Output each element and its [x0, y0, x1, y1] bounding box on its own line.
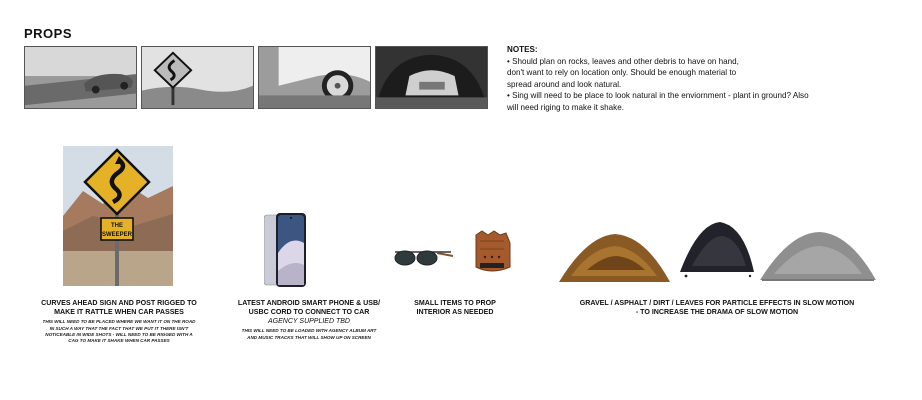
notes-line: • Sing will need to be place to look natural in the enviornment - plant in ground? Also: [507, 91, 809, 101]
notes-heading: NOTES:: [507, 45, 538, 54]
caption-android-phone: [214, 299, 404, 341]
asphalt-pile-photo: [674, 218, 758, 280]
notes-block: [507, 44, 867, 114]
caption-subtext: AND MUSIC TRACKS THAT WILL SHOW UP ON SCREEN: [247, 334, 371, 340]
caption-title: SMALL ITEMS TO PROP: [414, 299, 496, 307]
gravel-pile-photo: [758, 226, 878, 284]
notes-line: • Should plan on rocks, leaves and other debris to have on hand,: [507, 56, 739, 66]
sunglasses-photo: [393, 244, 453, 268]
caption-subtext: THIS WILL NEED TO BE LOADED WITH AGENCY ALBUM ART: [241, 328, 377, 334]
storyboard-frame-car-rear: [375, 46, 488, 109]
sign-plate-line1: THE: [111, 223, 123, 229]
caption-small-items: [395, 299, 515, 317]
caption-curves-sign: [24, 299, 214, 344]
curve-sign-photo: [63, 146, 173, 286]
caption-title: INTERIOR AS NEEDED: [416, 308, 494, 317]
caption-title: MAKE IT RATTLE WHEN CAR PASSES: [54, 308, 184, 317]
caption-subtext: CAG TO MAKE IT SHAKE WHEN CAR PASSES: [68, 338, 170, 344]
caption-title: LATEST ANDROID SMART PHONE & USB/: [237, 299, 381, 307]
caption-subtext: THIS WILL NEED TO BE PLACED WHERE WE WANT IT ON THE ROAD: [42, 319, 196, 325]
caption-title: - TO INCREASE THE DRAMA OF SLOW MOTION: [635, 308, 799, 317]
caption-subtext: NOTICEABLE IN WIDE SHOTS - WILL NEED TO BE RIGGED WITH A: [45, 331, 193, 337]
caption-title: GRAVEL / ASPHALT / DIRT / LEAVES FOR PARTICLE EFFECTS IN SLOW MOTION: [579, 299, 855, 307]
leaves-pile-photo: [557, 226, 672, 286]
notes-line: don't want to rely on location only. Should be enough material to: [507, 68, 737, 78]
notes-line: will need riging to make it shake.: [507, 102, 624, 112]
sign-plate-line2: SWEEPER: [101, 232, 133, 238]
storyboard-frame-sign: [141, 46, 254, 109]
driving-gloves-photo: [470, 227, 514, 275]
caption-subtext: IN SUCH A WAY THAT THE FACT THAT WE PUT IT THERE ISN'T: [49, 325, 189, 331]
storyboard-frame-wheel: [258, 46, 371, 109]
caption-title: CURVES AHEAD SIGN AND POST RIGGED TO: [41, 299, 197, 307]
storyboard-frame-car-road: [24, 46, 137, 109]
caption-particles: [562, 299, 872, 317]
android-phone-photo: [264, 213, 308, 287]
notes-line: spread around and look natural.: [507, 79, 622, 89]
page-title: PROPS: [24, 26, 73, 41]
caption-title: USBC CORD TO CONNECT TO CAR: [248, 308, 370, 317]
caption-emphasis: AGENCY SUPPLIED TBD: [268, 318, 350, 326]
